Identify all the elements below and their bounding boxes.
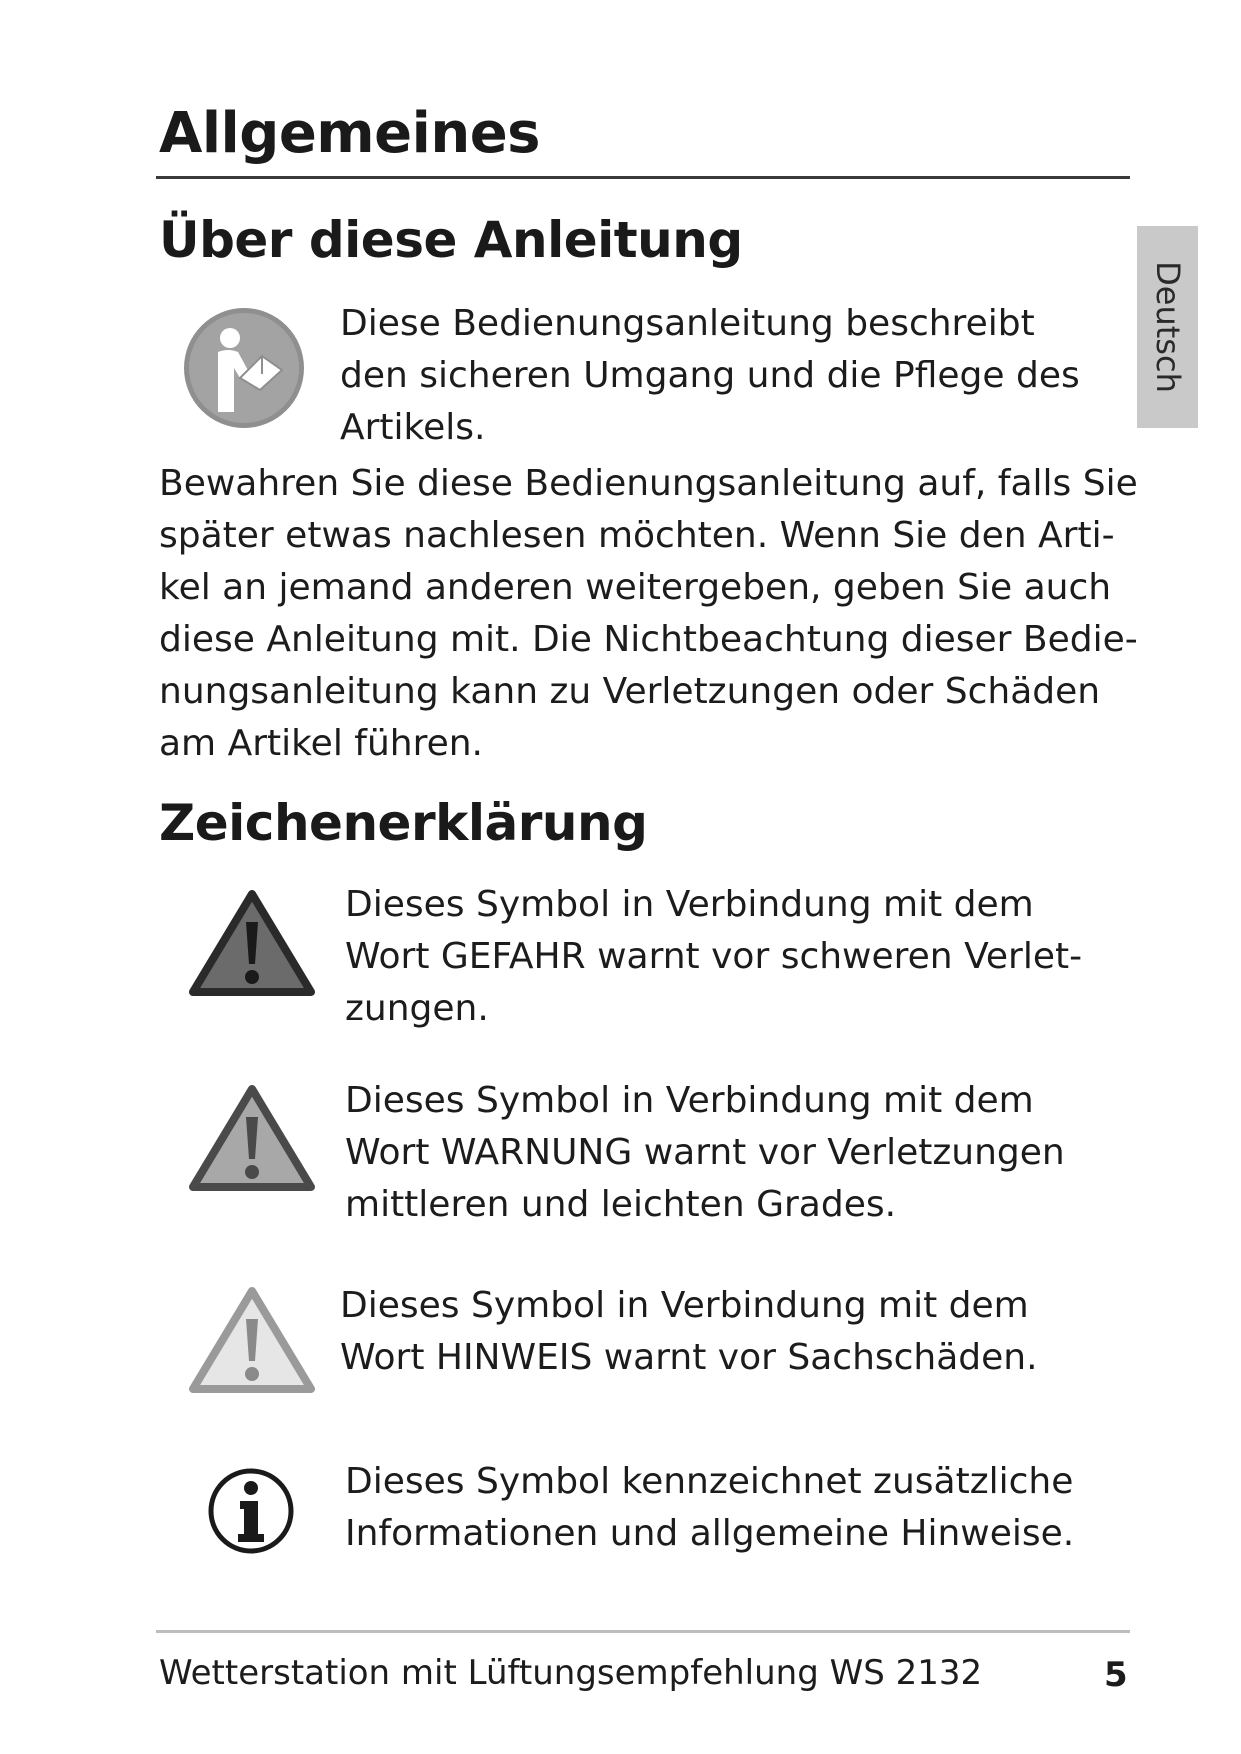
text-line: nungsanleitung kann zu Verletzungen oder Schäden bbox=[159, 671, 1101, 712]
text-line: Artikels. bbox=[340, 407, 486, 448]
danger-warning-triangle-icon bbox=[188, 888, 316, 1000]
warning-triangle-icon bbox=[188, 1083, 316, 1195]
symbol-info-description bbox=[345, 1456, 1074, 1560]
language-tab bbox=[1137, 226, 1198, 428]
section-heading-about: Über diese Anleitung bbox=[159, 211, 743, 269]
language-tab-label: Deutsch bbox=[1148, 261, 1187, 393]
read-manual-icon bbox=[182, 306, 306, 430]
text-line: Wort HINWEIS warnt vor Sachschäden. bbox=[340, 1337, 1038, 1378]
text-line: am Artikel führen. bbox=[159, 723, 483, 764]
symbol-notice-description bbox=[340, 1280, 1038, 1384]
symbol-warning-description bbox=[345, 1075, 1065, 1231]
text-line: Dieses Symbol in Verbindung mit dem bbox=[340, 1285, 1029, 1326]
section-heading-symbols: Zeichenerklärung bbox=[159, 794, 648, 852]
text-line: Dieses Symbol in Verbindung mit dem bbox=[345, 1080, 1034, 1121]
text-line: den sicheren Umgang und die Pflege des bbox=[340, 355, 1080, 396]
text-line: Dieses Symbol in Verbindung mit dem bbox=[345, 884, 1034, 925]
page-number: 5 bbox=[1104, 1655, 1128, 1695]
text-line: mittleren und leichten Grades. bbox=[345, 1184, 897, 1225]
text-line: Wort GEFAHR warnt vor schweren Verlet- bbox=[345, 936, 1083, 977]
text-line: diese Anleitung mit. Die Nichtbeachtung dieser Bedie- bbox=[159, 619, 1138, 660]
text-line: zungen. bbox=[345, 988, 489, 1029]
text-line: kel an jemand anderen weitergeben, geben Sie auch bbox=[159, 567, 1112, 608]
about-intro-text bbox=[340, 298, 1080, 454]
title-divider bbox=[156, 176, 1130, 179]
footer-product-name: Wetterstation mit Lüftungsempfehlung WS 2132 bbox=[159, 1653, 983, 1693]
text-line: Wort WARNUNG warnt vor Verletzungen bbox=[345, 1132, 1065, 1173]
text-line: Bewahren Sie diese Bedienungsanleitung auf, falls Sie bbox=[159, 463, 1138, 504]
footer-divider bbox=[156, 1630, 1130, 1633]
about-body-paragraph bbox=[159, 458, 1138, 770]
text-line: Diese Bedienungsanleitung beschreibt bbox=[340, 303, 1035, 344]
text-line: später etwas nachlesen möchten. Wenn Sie den Arti- bbox=[159, 515, 1115, 556]
symbol-danger-description bbox=[345, 879, 1082, 1035]
text-line: Dieses Symbol kennzeichnet zusätzliche bbox=[345, 1461, 1074, 1502]
info-icon bbox=[206, 1466, 296, 1556]
page-title: Allgemeines bbox=[159, 101, 541, 166]
notice-triangle-icon bbox=[188, 1285, 316, 1397]
text-line: Informationen und allgemeine Hinweise. bbox=[345, 1513, 1075, 1554]
